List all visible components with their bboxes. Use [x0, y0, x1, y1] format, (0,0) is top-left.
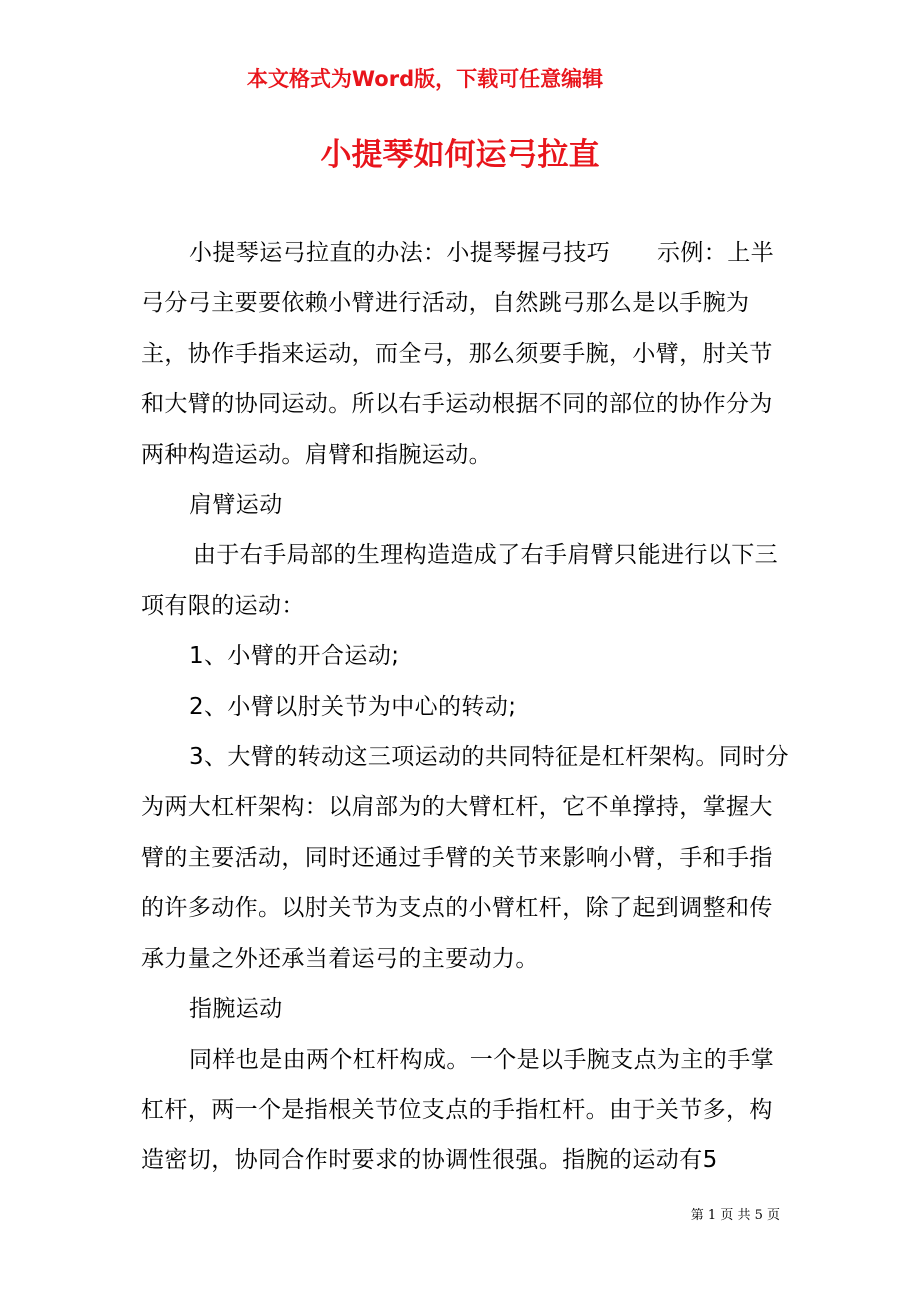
- format-notice-banner: 本文格式为Word版，下载可任意编辑: [246, 67, 604, 91]
- heading-shoulder-arm: 肩臂运动: [189, 492, 283, 519]
- page-title: 小提琴如何运弓拉直: [320, 137, 600, 173]
- paragraph-intro: 小提琴运弓拉直的办法：小提琴握弓技巧 示例：上半弓分弓主要要依赖小臂进行活动，自然跳弓那么是以手腕为主，协作手指来运动，而全弓，那么须要手腕，小臂，肘关节和大臂的协同运动。所以右手运动根据不同的部位的协作分为两种构造运动。肩臂和指腕运动。: [141, 240, 774, 468]
- list-item-1: 1、小臂的开合运动;: [189, 643, 400, 670]
- list-item-3: 3、大臂的转动这三项运动的共同特征是杠杆架构。同时分为两大杠杆架构：以肩部为的大臂杠杆，它不单撑持，掌握大臂的主要活动，同时还通过手臂的关节来影响小臂，手和手指的许多动作。以肘关节为支点的小臂杠杆，除了起到调整和传承力量之外还承当着运弓的主要动力。: [141, 744, 790, 972]
- page-number-footer: 第 1 页 共 5 页: [690, 1208, 780, 1223]
- paragraph-shoulder-arm: 由于右手局部的生理构造造成了右手肩臂只能进行以下三项有限的运动：: [141, 542, 778, 619]
- document-body: [141, 228, 791, 1186]
- list-item-2: 2、小臂以肘关节为中心的转动;: [189, 693, 517, 720]
- heading-finger-wrist: 指腕运动: [189, 996, 283, 1023]
- paragraph-finger-wrist: 同样也是由两个杠杆构成。一个是以手腕支点为主的手掌杠杆，两一个是指根关节位支点的手指杠杆。由于关节多，构造密切，协同合作时要求的协调性很强。指腕的运动有5: [141, 1046, 774, 1174]
